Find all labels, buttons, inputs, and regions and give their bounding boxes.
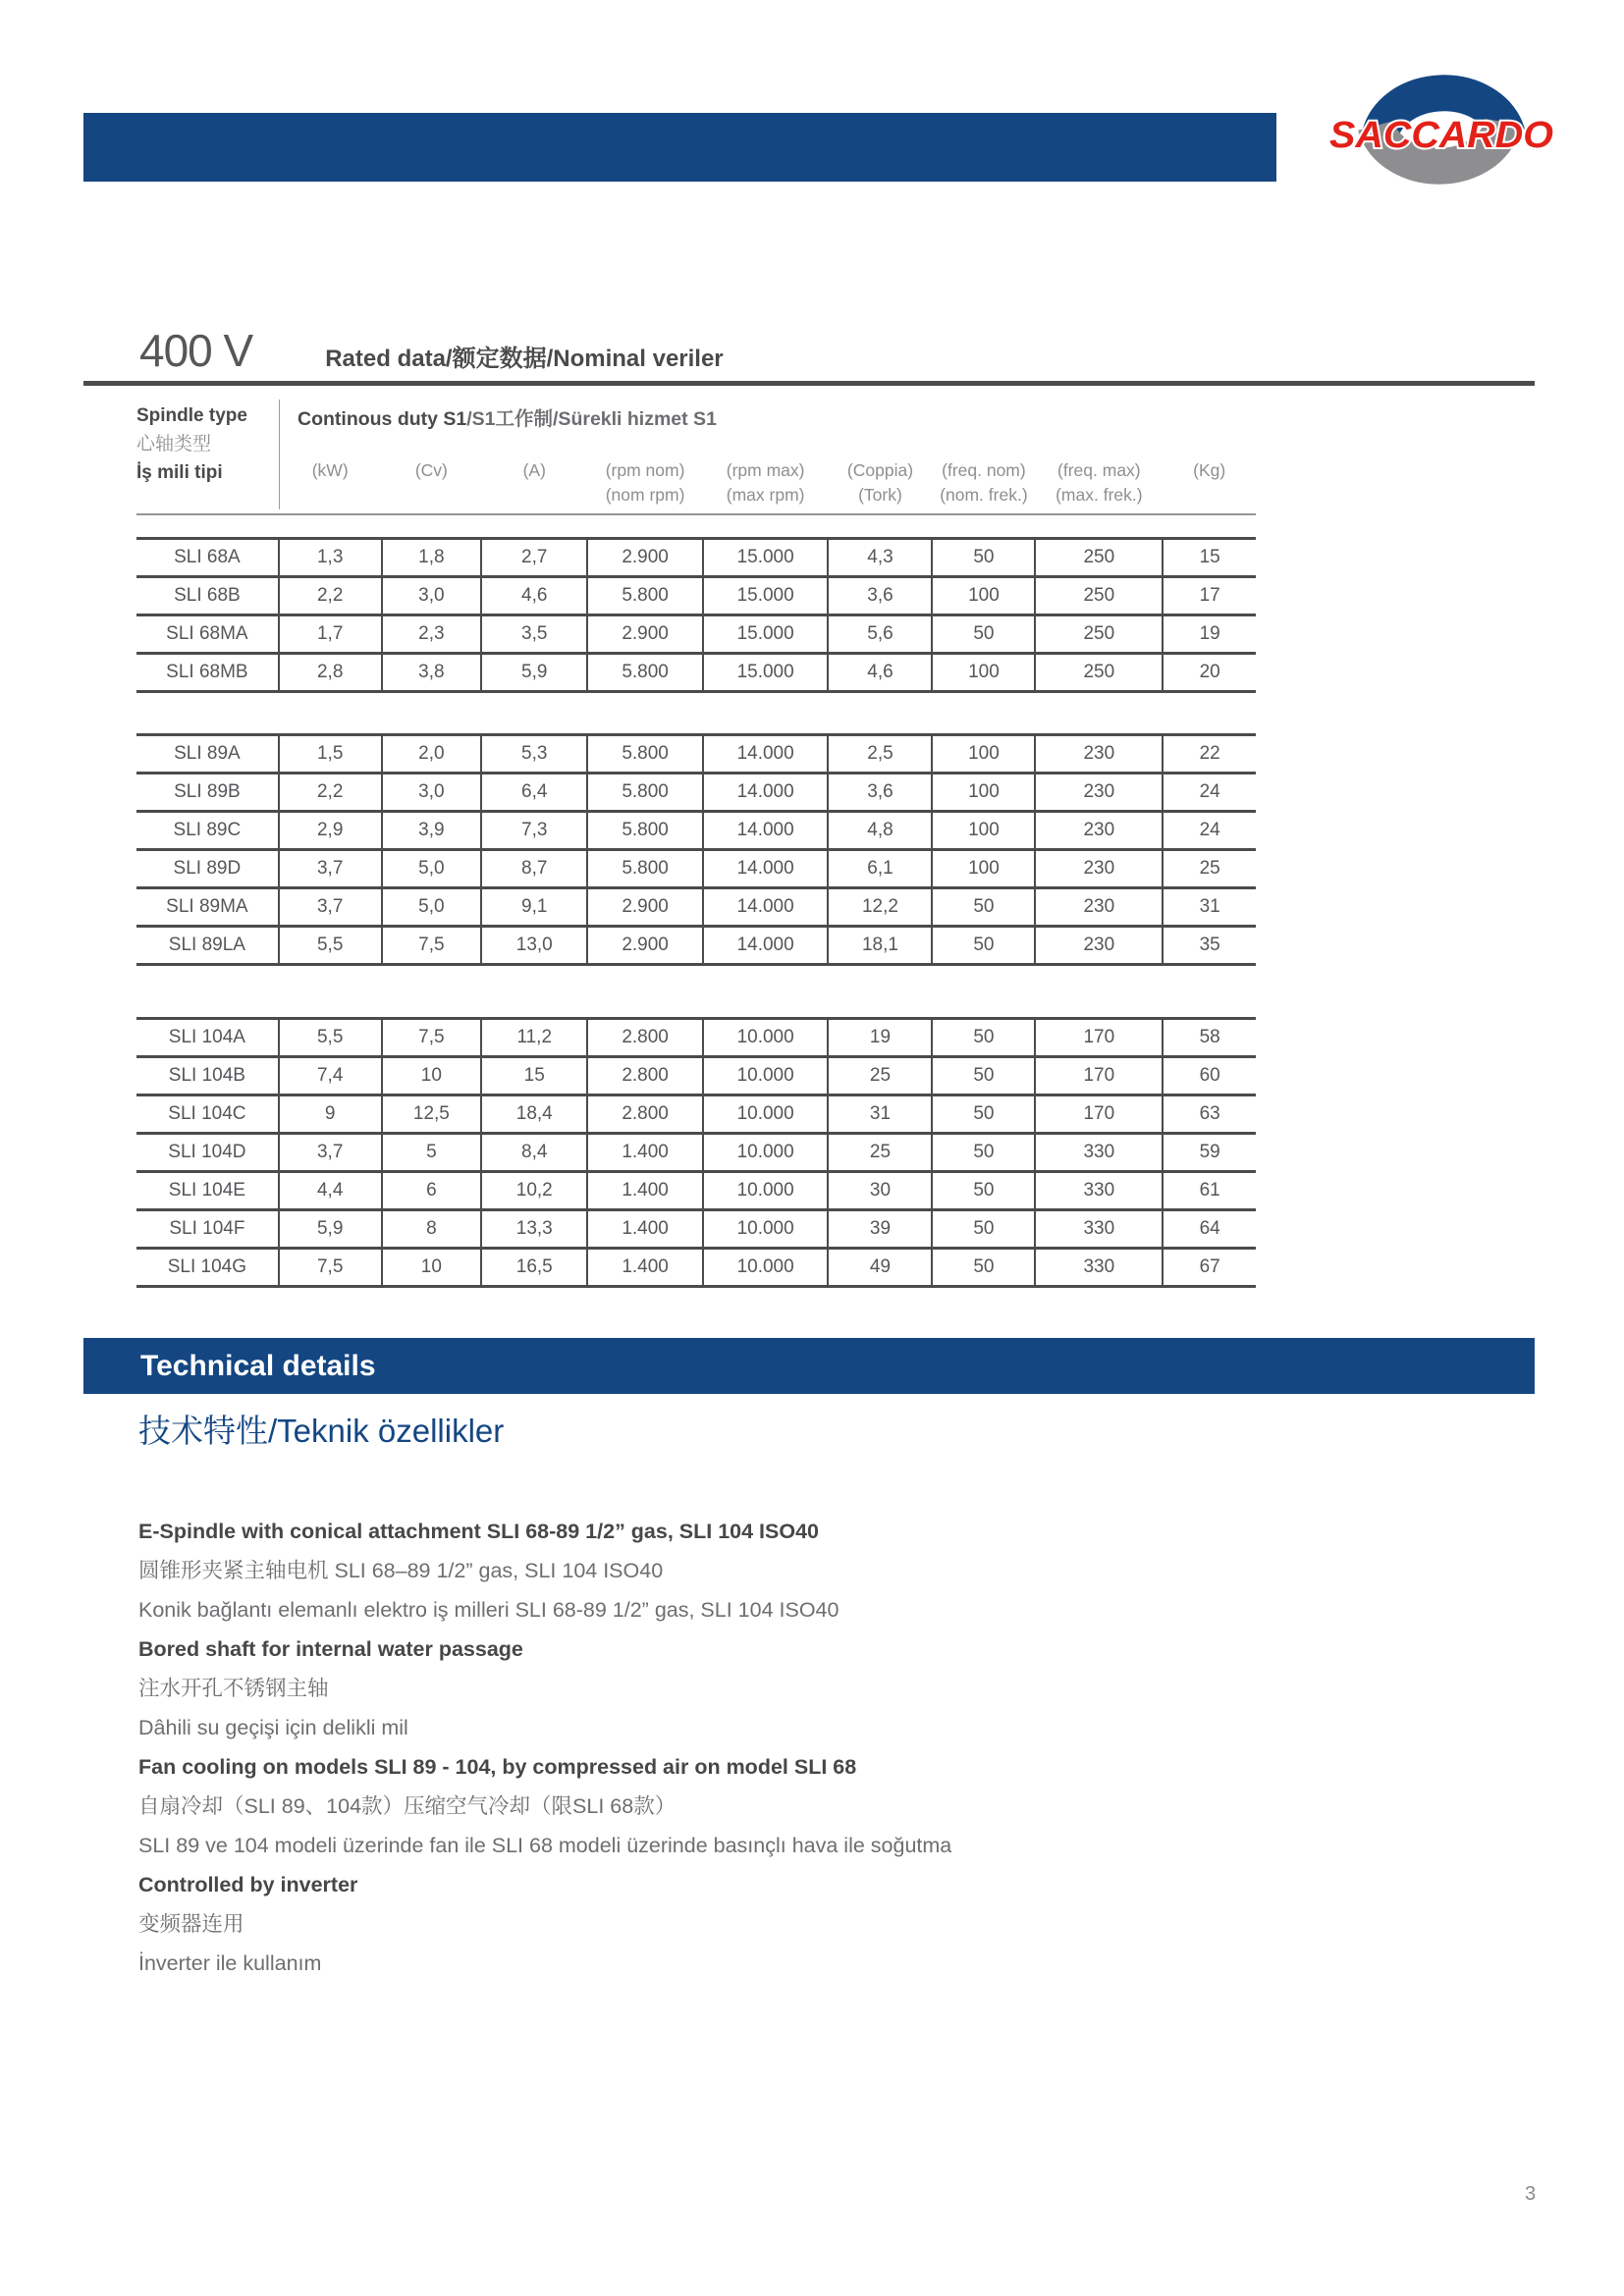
paragraph-en: Bored shaft for internal water passage	[138, 1637, 523, 1661]
paragraph-en: Controlled by inverter	[138, 1873, 358, 1896]
value-cell: 230	[1035, 774, 1163, 812]
value-cell: 25	[828, 1057, 932, 1095]
column-header-line1: (kW)	[311, 460, 349, 480]
table-row	[136, 654, 1256, 692]
value-cell: 2.800	[587, 1019, 702, 1057]
value-cell: 2.900	[587, 888, 702, 927]
value-cell: 10	[382, 1057, 481, 1095]
value-cell: 17	[1163, 577, 1256, 615]
value-cell: 25	[1163, 850, 1256, 888]
value-cell: 67	[1163, 1249, 1256, 1287]
value-cell: 5,3	[481, 735, 587, 774]
spindle-model: SLI 89A	[174, 743, 241, 764]
spindle-model: SLI 68MB	[136, 654, 279, 692]
table-row	[136, 539, 1256, 577]
value-cell: 330	[1035, 1134, 1163, 1172]
value-cell: 19	[828, 1019, 932, 1057]
value-cell: 49	[828, 1249, 932, 1287]
value-cell: 5,9	[481, 654, 587, 692]
value-cell: 100	[932, 850, 1035, 888]
column-header	[481, 458, 587, 507]
spindle-model: SLI 104A	[168, 1027, 245, 1047]
paragraph-en: E-Spindle with conical attachment SLI 68-89 1/2” gas, SLI 104 ISO40	[138, 1520, 820, 1543]
value-cell: 10.000	[703, 1057, 829, 1095]
value-cell: 230	[1035, 927, 1163, 965]
rated-data-heading	[139, 324, 724, 377]
value-cell: 30	[828, 1172, 932, 1210]
value-cell: 3,8	[382, 654, 481, 692]
value-cell: 7,4	[279, 1057, 382, 1095]
value-cell: 2.900	[587, 615, 702, 654]
value-cell: 50	[932, 1134, 1035, 1172]
column-header	[587, 458, 702, 507]
value-cell: 7,5	[279, 1249, 382, 1287]
value-cell: 100	[932, 577, 1035, 615]
paragraph-en: Fan cooling on models SLI 89 - 104, by compressed air on model SLI 68	[138, 1755, 857, 1779]
table-row	[136, 850, 1256, 888]
value-cell: 50	[932, 1249, 1035, 1287]
paragraph-inverter	[138, 1865, 951, 1983]
value-cell: 10.000	[703, 1134, 829, 1172]
value-cell: 4,3	[828, 539, 932, 577]
value-cell: 63	[1163, 1095, 1256, 1134]
value-cell: 5,6	[828, 615, 932, 654]
value-cell: 7,5	[382, 1019, 481, 1057]
column-header-line1: (Cv)	[414, 460, 448, 480]
value-cell: 2,7	[481, 539, 587, 577]
value-cell: 100	[932, 735, 1035, 774]
value-cell: 250	[1035, 615, 1163, 654]
value-cell: 6,4	[481, 774, 587, 812]
value-cell: 230	[1035, 888, 1163, 927]
value-cell: 18,1	[828, 927, 932, 965]
table-row	[136, 1172, 1256, 1210]
value-cell: 4,6	[828, 654, 932, 692]
paragraph-conical-attachment	[138, 1512, 951, 1629]
value-cell: 4,6	[481, 577, 587, 615]
spindle-model: SLI 104D	[136, 1134, 279, 1172]
value-cell: 15.000	[703, 654, 829, 692]
table-row	[136, 774, 1256, 812]
table-row	[136, 1134, 1256, 1172]
value-cell: 100	[932, 812, 1035, 850]
value-cell: 2,2	[279, 577, 382, 615]
value-cell: 3,5	[481, 615, 587, 654]
value-cell: 2.900	[587, 927, 702, 965]
logo-wordmark: SACCARDO	[1329, 115, 1553, 156]
column-header	[703, 458, 829, 507]
value-cell: 5.800	[587, 812, 702, 850]
value-cell: 5,5	[279, 1019, 382, 1057]
value-cell: 13,0	[481, 927, 587, 965]
paragraph-zh: 变频器连用	[138, 1912, 244, 1936]
paragraph-bored-shaft	[138, 1629, 951, 1747]
value-cell: 11,2	[481, 1019, 587, 1057]
value-cell: 170	[1035, 1095, 1163, 1134]
value-cell: 170	[1035, 1019, 1163, 1057]
column-header-row-table	[136, 458, 1256, 507]
column-header	[932, 458, 1035, 507]
spindle-model: SLI 68MA	[136, 615, 279, 654]
value-cell: 3,0	[382, 774, 481, 812]
technical-details-title: Technical details	[140, 1350, 376, 1382]
table-row	[136, 735, 1256, 774]
column-header-row	[136, 458, 1256, 507]
value-cell: 13,3	[481, 1210, 587, 1249]
value-cell: 100	[932, 654, 1035, 692]
table-header	[136, 398, 1256, 515]
spindle-model: SLI 104C	[136, 1095, 279, 1134]
value-cell: 230	[1035, 735, 1163, 774]
table-block-sli104	[136, 1017, 1256, 1288]
paragraph-zh: 注水开孔不锈钢主轴	[138, 1677, 329, 1700]
value-cell: 1.400	[587, 1134, 702, 1172]
value-cell: 5.800	[587, 850, 702, 888]
heading-rule	[83, 381, 1535, 386]
value-cell: 50	[932, 1057, 1035, 1095]
value-cell: 5.800	[587, 577, 702, 615]
value-cell: 330	[1035, 1210, 1163, 1249]
value-cell: 2,2	[279, 774, 382, 812]
value-cell: 58	[1163, 1019, 1256, 1057]
technical-details-subtitle: 技术特性/Teknik özellikler	[138, 1413, 505, 1449]
value-cell: 1.400	[587, 1172, 702, 1210]
table-row	[136, 1210, 1256, 1249]
technical-paragraphs	[138, 1512, 951, 1983]
value-cell: 35	[1163, 927, 1256, 965]
value-cell: 10,2	[481, 1172, 587, 1210]
table-row	[136, 1019, 1256, 1057]
value-cell: 19	[1163, 615, 1256, 654]
paragraph-tr: Konik bağlantı elemanlı elektro iş milleri SLI 68-89 1/2” gas, SLI 104 ISO40	[138, 1598, 839, 1622]
spindle-model: SLI 104B	[136, 1057, 279, 1095]
column-header-line1: (rpm nom)	[605, 460, 685, 480]
value-cell: 2.800	[587, 1057, 702, 1095]
table-block-sli89	[136, 733, 1256, 966]
value-cell: 1.400	[587, 1249, 702, 1287]
value-cell: 50	[932, 615, 1035, 654]
value-cell: 10.000	[703, 1249, 829, 1287]
value-cell: 1,3	[279, 539, 382, 577]
value-cell: 6,1	[828, 850, 932, 888]
value-cell: 50	[932, 1095, 1035, 1134]
column-header-line1: (rpm max)	[726, 460, 805, 480]
value-cell: 50	[932, 1210, 1035, 1249]
value-cell: 50	[932, 539, 1035, 577]
value-cell: 1,7	[279, 615, 382, 654]
value-cell: 230	[1035, 812, 1163, 850]
value-cell: 5.800	[587, 735, 702, 774]
paragraph-tr: SLI 89 ve 104 modeli üzerinde fan ile SLI 68 modeli üzerinde basınçlı hava ile soğutma	[138, 1834, 952, 1857]
value-cell: 7,3	[481, 812, 587, 850]
column-header-line2: (Tork)	[858, 485, 902, 505]
value-cell: 20	[1163, 654, 1256, 692]
column-header-spacer	[136, 458, 279, 507]
value-cell: 2.800	[587, 1095, 702, 1134]
value-cell: 61	[1163, 1172, 1256, 1210]
column-header-line2: (nom rpm)	[605, 485, 685, 505]
table-row	[136, 615, 1256, 654]
technical-details-banner	[83, 1338, 1535, 1394]
value-cell: 3,7	[279, 888, 382, 927]
column-header	[382, 458, 481, 507]
value-cell: 18,4	[481, 1095, 587, 1134]
value-cell: 15	[481, 1057, 587, 1095]
value-cell: 250	[1035, 539, 1163, 577]
spindle-model: SLI 89C	[136, 812, 279, 850]
spindle-model: SLI 104G	[136, 1249, 279, 1287]
value-cell: 24	[1163, 812, 1256, 850]
column-header	[828, 458, 932, 507]
value-cell: 6	[382, 1172, 481, 1210]
value-cell: 8,4	[481, 1134, 587, 1172]
paragraph-tr: İnverter ile kullanım	[138, 1951, 322, 1975]
value-cell: 10	[382, 1249, 481, 1287]
table-row	[136, 577, 1256, 615]
table-row	[136, 812, 1256, 850]
value-cell: 12,5	[382, 1095, 481, 1134]
value-cell: 2,3	[382, 615, 481, 654]
saccardo-logo-graphic	[1326, 55, 1558, 204]
value-cell: 3,6	[828, 774, 932, 812]
value-cell: 10.000	[703, 1172, 829, 1210]
spindle-model: SLI 89MA	[136, 888, 279, 927]
value-cell: 10.000	[703, 1095, 829, 1134]
paragraph-zh: 圆锥形夹紧主轴电机 SLI 68–89 1/2” gas, SLI 104 ISO40	[138, 1559, 664, 1582]
spindle-type-tr: İş mili tipi	[136, 462, 223, 483]
value-cell: 39	[828, 1210, 932, 1249]
column-header-line2: (nom. frek.)	[940, 485, 1028, 505]
table-row	[136, 888, 1256, 927]
value-cell: 5,9	[279, 1210, 382, 1249]
value-cell: 3,0	[382, 577, 481, 615]
spindle-model: SLI 104F	[136, 1210, 279, 1249]
value-cell: 8	[382, 1210, 481, 1249]
value-cell: 4,8	[828, 812, 932, 850]
value-cell: 5	[382, 1134, 481, 1172]
table-block-sli68	[136, 537, 1256, 693]
value-cell: 12,2	[828, 888, 932, 927]
column-header-line2: (max rpm)	[726, 485, 805, 505]
page-number: 3	[1525, 2183, 1537, 2205]
rated-data-subtitle: Rated data/额定数据/Nominal veriler	[325, 346, 724, 372]
paragraph-zh: 自扇冷却（SLI 89、104款）压缩空气冷却（限SLI 68款）	[138, 1794, 677, 1818]
value-cell: 2,9	[279, 812, 382, 850]
value-cell: 5.800	[587, 774, 702, 812]
spindle-model: SLI 104E	[136, 1172, 279, 1210]
spindle-model: SLI 89B	[136, 774, 279, 812]
value-cell: 31	[1163, 888, 1256, 927]
value-cell: 3,7	[279, 1134, 382, 1172]
column-header-line1: (freq. max)	[1057, 460, 1141, 480]
value-cell: 14.000	[703, 812, 829, 850]
value-cell: 4,4	[279, 1172, 382, 1210]
value-cell: 64	[1163, 1210, 1256, 1249]
column-header-line1: (Coppia)	[846, 460, 914, 480]
value-cell: 2.900	[587, 539, 702, 577]
value-cell: 15	[1163, 539, 1256, 577]
spindle-model: SLI 89D	[136, 850, 279, 888]
value-cell: 9,1	[481, 888, 587, 927]
table-row	[136, 1057, 1256, 1095]
value-cell: 24	[1163, 774, 1256, 812]
value-cell: 31	[828, 1095, 932, 1134]
value-cell: 10.000	[703, 1210, 829, 1249]
duty-header-rest: /S1工作制/Sürekli hizmet S1	[466, 408, 717, 430]
value-cell: 230	[1035, 850, 1163, 888]
value-cell: 330	[1035, 1172, 1163, 1210]
value-cell: 14.000	[703, 888, 829, 927]
value-cell: 3,6	[828, 577, 932, 615]
value-cell: 14.000	[703, 774, 829, 812]
value-cell: 2,0	[382, 735, 481, 774]
spindle-model: SLI 68B	[136, 577, 279, 615]
value-cell: 1,5	[279, 735, 382, 774]
value-cell: 15.000	[703, 615, 829, 654]
value-cell: 1,8	[382, 539, 481, 577]
value-cell: 5.800	[587, 654, 702, 692]
column-header	[1035, 458, 1163, 507]
table-row	[136, 927, 1256, 965]
column-header-line1: (freq. nom)	[942, 460, 1026, 480]
top-header-bar	[83, 113, 1276, 182]
value-cell: 22	[1163, 735, 1256, 774]
spindle-type-zh: 心轴类型	[136, 434, 212, 454]
value-cell: 14.000	[703, 850, 829, 888]
value-cell: 5,0	[382, 850, 481, 888]
paragraph-fan-cooling	[138, 1747, 951, 1865]
value-cell: 25	[828, 1134, 932, 1172]
voltage-title: 400 V	[139, 325, 253, 376]
value-cell: 3,7	[279, 850, 382, 888]
value-cell: 50	[932, 888, 1035, 927]
duty-header	[298, 403, 717, 431]
spindle-model: SLI 89LA	[136, 927, 279, 965]
value-cell: 50	[932, 927, 1035, 965]
column-header-line2: (max. frek.)	[1056, 485, 1143, 505]
value-cell: 330	[1035, 1249, 1163, 1287]
table-row	[136, 1249, 1256, 1287]
value-cell: 8,7	[481, 850, 587, 888]
value-cell: 50	[932, 1172, 1035, 1210]
value-cell: 5,5	[279, 927, 382, 965]
column-header	[1163, 458, 1256, 507]
value-cell: 15.000	[703, 577, 829, 615]
paragraph-tr: Dâhili su geçişi için delikli mil	[138, 1716, 408, 1739]
value-cell: 170	[1035, 1057, 1163, 1095]
value-cell: 14.000	[703, 927, 829, 965]
value-cell: 10.000	[703, 1019, 829, 1057]
spindle-model: SLI 68A	[174, 547, 241, 567]
value-cell: 15.000	[703, 539, 829, 577]
value-cell: 1.400	[587, 1210, 702, 1249]
column-header	[279, 458, 382, 507]
duty-header-bold: Continous duty S1	[298, 408, 467, 430]
value-cell: 50	[932, 1019, 1035, 1057]
value-cell: 9	[279, 1095, 382, 1134]
column-header-line1: (A)	[522, 460, 546, 480]
table-row	[136, 1095, 1256, 1134]
value-cell: 100	[932, 774, 1035, 812]
value-cell: 3,9	[382, 812, 481, 850]
value-cell: 16,5	[481, 1249, 587, 1287]
value-cell: 250	[1035, 654, 1163, 692]
value-cell: 250	[1035, 577, 1163, 615]
rated-data-table	[136, 398, 1256, 1288]
value-cell: 5,0	[382, 888, 481, 927]
saccardo-logo	[1326, 55, 1558, 204]
value-cell: 14.000	[703, 735, 829, 774]
value-cell: 2,8	[279, 654, 382, 692]
value-cell: 7,5	[382, 927, 481, 965]
value-cell: 60	[1163, 1057, 1256, 1095]
column-header-line1: (Kg)	[1193, 460, 1226, 480]
spindle-type-en: Spindle type	[136, 405, 247, 426]
value-cell: 59	[1163, 1134, 1256, 1172]
value-cell: 2,5	[828, 735, 932, 774]
